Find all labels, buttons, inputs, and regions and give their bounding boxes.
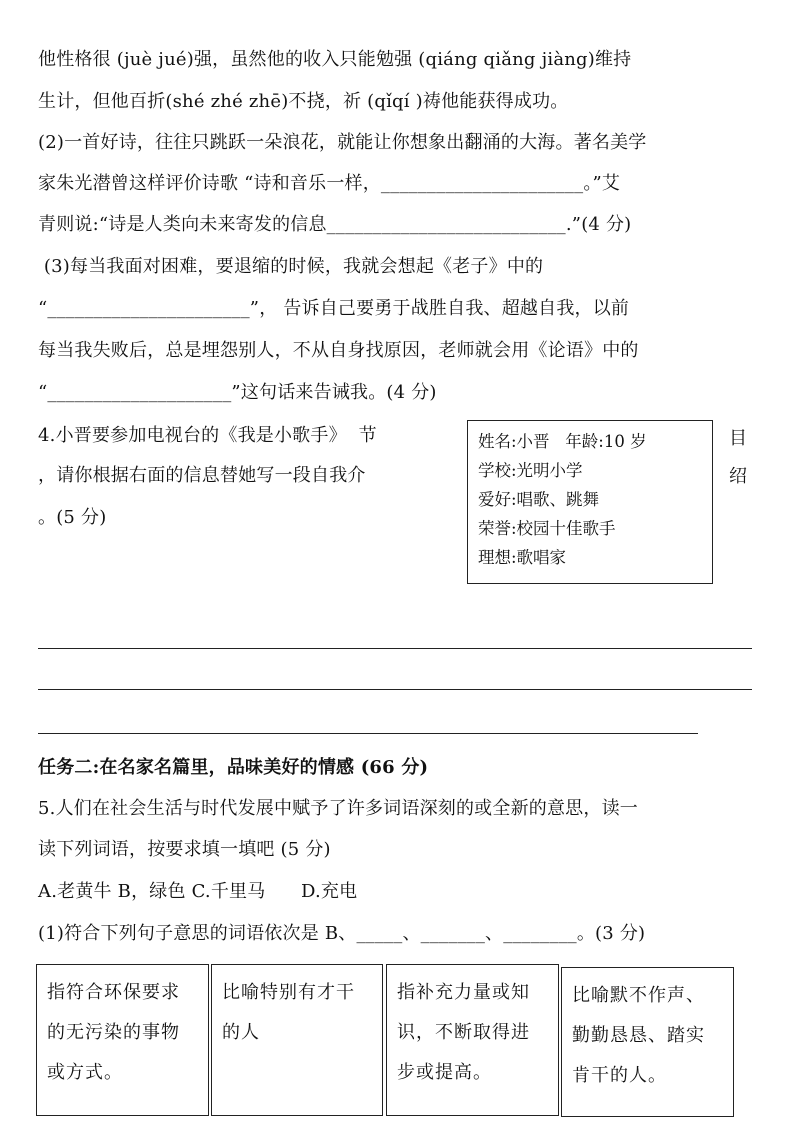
side-char-1: 目 <box>729 428 747 449</box>
text-line-7: “______________________”， 告诉自己要勇于战胜自我、超越自我，以前 <box>38 298 630 319</box>
card-4-line-1: 比喻默不作声、 <box>572 985 705 1006</box>
text-line-3: (2)一首好诗，往往只跳跃一朵浪花，就能让你想象出翻涌的大海。著名美学 <box>38 132 647 153</box>
card-3-line-3: 步或提高。 <box>397 1062 492 1083</box>
text-line-6: (3)每当我面对困难，要退缩的时候，我就会想起《老子》中的 <box>38 256 544 277</box>
info-school: 学校:光明小学 <box>478 461 583 480</box>
card-3-line-1: 指补充力量或知 <box>397 982 530 1003</box>
info-hobby: 爱好:唱歌、跳舞 <box>478 490 600 509</box>
card-2-line-1: 比喻特别有才干 <box>222 982 355 1003</box>
card-1-line-3: 或方式。 <box>47 1062 123 1083</box>
question-4-line-1: 4.小晋要参加电视台的《我是小歌手》 节 <box>38 425 377 446</box>
answer-line-2[interactable] <box>38 689 752 690</box>
question-5-line-2: 读下列词语，按要求填一填吧 (5 分) <box>38 839 331 860</box>
card-2-line-2: 的人 <box>222 1022 260 1043</box>
info-honor: 荣誉:校园十佳歌手 <box>478 519 616 538</box>
card-3-line-2: 识，不断取得进 <box>397 1022 530 1043</box>
question-4-line-2: ，请你根据右面的信息替她写一段自我介 <box>38 465 366 486</box>
text-line-4: 家朱光潜曾这样评价诗歌 “诗和音乐一样，______________________。”艾 <box>38 173 621 194</box>
text-line-1: 他性格很 (juè jué)强，虽然他的收入只能勉强 (qiáng qiǎng jiàng)维持 <box>38 49 632 70</box>
info-box <box>467 420 713 584</box>
info-dream: 理想:歌唱家 <box>478 548 567 567</box>
card-1-line-2: 的无污染的事物 <box>47 1022 180 1043</box>
text-line-5: 青则说:“诗是人类向未来寄发的信息__________________________.”(4 分) <box>38 214 632 235</box>
word-options: A.老黄牛 B，绿色 C.千里马 D.充电 <box>38 881 358 902</box>
card-1-line-1: 指符合环保要求 <box>47 982 180 1003</box>
question-5-line-1: 5.人们在社会生活与时代发展中赋予了许多词语深刻的或全新的意思，读一 <box>38 798 638 819</box>
question-4-line-3: 。(5 分) <box>38 507 107 528</box>
definition-card-4 <box>561 967 734 1117</box>
answer-line-1[interactable] <box>38 648 752 649</box>
text-line-8: 每当我失败后，总是埋怨别人，不从自身找原因，老师就会用《论语》中的 <box>38 340 639 361</box>
info-name-age: 姓名:小晋 年龄:10 岁 <box>478 432 647 451</box>
card-4-line-3: 肯干的人。 <box>572 1065 667 1086</box>
definition-card-2 <box>211 964 383 1116</box>
definition-card-3 <box>386 964 559 1116</box>
card-4-line-2: 勤勤恳恳、踏实 <box>572 1025 705 1046</box>
sub-question-1: (1)符合下列句子意思的词语依次是 B、_____、_______、________。(3 分) <box>38 923 646 944</box>
definition-card-1 <box>36 964 209 1116</box>
text-line-2: 生计，但他百折(shé zhé zhē)不挠，祈 (qǐqí )祷他能获得成功。 <box>38 91 569 112</box>
text-line-9: “____________________”这句话来告诫我。(4 分) <box>38 382 437 403</box>
task-2-heading: 任务二:在名家名篇里，品味美好的情感 (66 分) <box>38 757 429 778</box>
answer-line-3[interactable] <box>38 733 698 734</box>
side-char-2: 绍 <box>729 466 747 487</box>
